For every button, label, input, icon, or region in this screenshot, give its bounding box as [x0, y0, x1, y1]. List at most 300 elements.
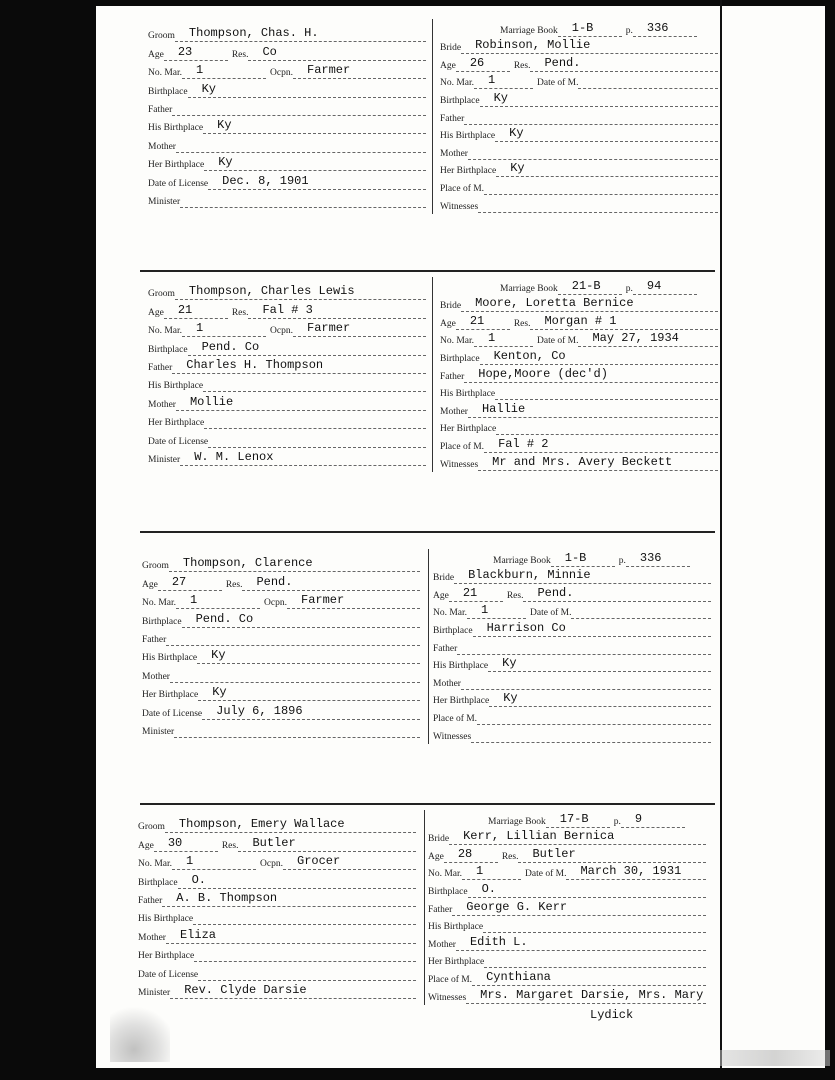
form-row	[148, 134, 426, 152]
form-row	[148, 171, 426, 189]
field-value: Pend. Co	[188, 340, 426, 356]
field-label: Res.	[501, 851, 519, 862]
form-row	[142, 701, 420, 719]
page-edge-line	[720, 0, 722, 1068]
field-label: Date of M.	[537, 78, 579, 89]
form-row	[148, 374, 426, 392]
form-row	[138, 889, 416, 907]
field-label: Her Birthplace	[138, 951, 195, 962]
field-label: No. Mar.	[428, 869, 463, 880]
field-value: Dec. 8, 1901	[208, 174, 426, 190]
form-row	[138, 815, 416, 833]
form-row	[440, 107, 718, 125]
form-row	[138, 962, 416, 980]
form-row	[148, 98, 426, 116]
field-value: Ky	[496, 161, 718, 177]
field-value	[571, 603, 711, 619]
field-label: p.	[613, 816, 621, 827]
form-row	[428, 986, 706, 1004]
field-value: Edith L.	[456, 935, 706, 951]
field-value: Rev. Clyde Darsie	[170, 983, 416, 999]
form-row	[428, 880, 706, 898]
field-value: Ky	[197, 648, 420, 664]
field-label: Place of M.	[433, 713, 478, 724]
field-label: No. Mar.	[148, 326, 183, 337]
field-value: Grocer	[283, 854, 416, 870]
field-label: Age	[428, 851, 444, 862]
field-value	[478, 197, 718, 213]
form-row	[142, 609, 420, 627]
field-value: 1-B	[558, 21, 622, 37]
form-row	[138, 870, 416, 888]
field-label: Date of M.	[525, 869, 567, 880]
field-value: Ky	[204, 155, 426, 171]
form-row	[433, 707, 711, 725]
field-label: Birthplace	[138, 877, 178, 888]
field-value	[170, 667, 420, 683]
form-row	[148, 190, 426, 208]
field-value: Mrs. Margaret Darsie, Mrs. Mary	[466, 988, 706, 1004]
field-value: Thompson, Chas. H.	[175, 26, 426, 42]
form-row	[138, 944, 416, 962]
field-label: Marriage Book	[488, 816, 546, 827]
field-value	[174, 722, 420, 738]
field-value: Pend. Co	[182, 612, 420, 628]
bride-section	[440, 277, 718, 471]
field-value: O.	[178, 873, 416, 889]
field-label: Res.	[221, 840, 239, 851]
field-label: No. Mar.	[433, 608, 468, 619]
form-row	[433, 602, 711, 620]
form-row	[148, 153, 426, 171]
bride-section	[433, 549, 711, 743]
field-value: W. M. Lenox	[180, 450, 426, 466]
field-value: 26	[456, 56, 510, 72]
form-row	[148, 337, 426, 355]
field-value: 9	[621, 812, 685, 828]
form-row	[433, 672, 711, 690]
field-value	[203, 376, 426, 392]
form-row	[428, 828, 706, 846]
field-value: Kerr, Lillian Bernica	[449, 829, 706, 845]
field-label: Res.	[513, 60, 531, 71]
form-row	[148, 392, 426, 410]
form-row	[138, 907, 416, 925]
field-value: Mr and Mrs. Avery Beckett	[478, 455, 718, 471]
form-row	[142, 628, 420, 646]
field-label: His Birthplace	[142, 653, 198, 664]
form-row	[148, 61, 426, 79]
form-row	[440, 89, 718, 107]
form-row	[428, 810, 706, 828]
field-value: Ky	[489, 691, 711, 707]
form-row	[440, 383, 718, 401]
field-value	[496, 419, 718, 435]
field-value	[172, 100, 426, 116]
field-value: A. B. Thompson	[162, 891, 416, 907]
field-label: Marriage Book	[493, 555, 551, 566]
form-row	[440, 330, 718, 348]
field-label: Birthplace	[440, 353, 480, 364]
field-value: Cynthiana	[472, 970, 706, 986]
field-value: Blackburn, Minnie	[454, 568, 711, 584]
form-row	[433, 567, 711, 585]
form-row	[142, 683, 420, 701]
form-row	[440, 177, 718, 195]
record-separator	[140, 803, 715, 805]
field-value	[208, 432, 426, 448]
form-row	[440, 125, 718, 143]
field-value	[166, 630, 420, 646]
field-label: Age	[433, 590, 449, 601]
field-label: Mother	[433, 678, 461, 689]
field-value: 21-B	[558, 279, 622, 295]
field-label: His Birthplace	[440, 131, 496, 142]
form-row	[440, 195, 718, 213]
field-label: Birthplace	[433, 625, 473, 636]
field-value: 1	[172, 854, 256, 870]
field-value: Farmer	[293, 63, 426, 79]
field-value: 336	[626, 551, 690, 567]
field-label: Mother	[142, 671, 170, 682]
form-row	[433, 584, 711, 602]
form-row	[148, 24, 426, 42]
bride-section	[428, 810, 706, 1004]
field-value: 27	[158, 575, 222, 591]
field-label: Date of License	[142, 708, 203, 719]
form-row	[440, 435, 718, 453]
field-value: 28	[444, 847, 498, 863]
form-row	[148, 356, 426, 374]
field-label: Witnesses	[428, 992, 467, 1003]
field-label: Date of License	[148, 436, 209, 447]
form-row	[440, 295, 718, 313]
field-value: 21	[164, 303, 228, 319]
form-row	[148, 79, 426, 97]
form-row	[138, 833, 416, 851]
form-row	[440, 19, 718, 37]
groom-section	[148, 24, 426, 208]
field-label: His Birthplace	[148, 381, 204, 392]
form-row	[433, 637, 711, 655]
field-label: Age	[142, 579, 158, 590]
field-label: Res.	[231, 307, 249, 318]
field-value: Morgan # 1	[530, 314, 718, 330]
field-label: Father	[440, 113, 465, 124]
groom-section	[148, 282, 426, 466]
field-label: Bride	[440, 301, 462, 312]
field-label: Witnesses	[440, 201, 479, 212]
field-value: Ky	[488, 656, 711, 672]
field-label: p.	[625, 25, 633, 36]
field-value: March 30, 1931	[566, 864, 706, 880]
field-label: Her Birthplace	[433, 696, 490, 707]
field-label: Birthplace	[142, 616, 182, 627]
field-label: Mother	[138, 932, 166, 943]
field-value: George G. Kerr	[452, 900, 706, 916]
field-value: 1	[182, 321, 266, 337]
field-label: Minister	[148, 454, 181, 465]
field-value	[578, 73, 718, 89]
field-value: Co	[248, 45, 426, 61]
field-value: 1	[474, 331, 533, 347]
witnesses-continuation: Lydick	[590, 1008, 634, 1022]
field-label: Father	[148, 362, 173, 373]
scan-noise	[720, 1050, 830, 1066]
field-value: Butler	[238, 836, 416, 852]
groom-section	[138, 815, 416, 999]
field-label: Groom	[148, 289, 175, 300]
field-value: Pend.	[530, 56, 718, 72]
field-value: 1	[462, 864, 521, 880]
field-value	[464, 109, 718, 125]
field-value: Mollie	[176, 395, 426, 411]
field-label: Ocpn.	[270, 68, 293, 79]
field-value: Ky	[480, 91, 718, 107]
field-label: Groom	[142, 561, 169, 572]
column-divider	[432, 19, 433, 214]
form-row	[440, 54, 718, 72]
form-row	[440, 312, 718, 330]
field-label: Bride	[440, 43, 462, 54]
field-value: Thompson, Charles Lewis	[175, 284, 426, 300]
form-row	[428, 951, 706, 969]
form-row	[440, 160, 718, 178]
form-row	[440, 37, 718, 55]
field-label: His Birthplace	[440, 389, 496, 400]
form-row	[440, 400, 718, 418]
field-label: Age	[440, 318, 456, 329]
field-value: O.	[468, 882, 706, 898]
form-row	[433, 655, 711, 673]
field-label: Mother	[148, 141, 176, 152]
column-divider	[424, 810, 425, 1005]
field-label: Marriage Book	[500, 283, 558, 294]
field-label: p.	[625, 283, 633, 294]
form-row	[428, 845, 706, 863]
field-label: Her Birthplace	[440, 424, 497, 435]
field-value: 1-B	[551, 551, 615, 567]
form-row	[148, 300, 426, 318]
form-row	[440, 347, 718, 365]
field-label: His Birthplace	[428, 922, 484, 933]
field-label: Witnesses	[433, 731, 472, 742]
field-label: No. Mar.	[142, 598, 177, 609]
field-label: Minister	[142, 726, 175, 737]
field-label: Age	[440, 60, 456, 71]
field-value: 21	[456, 314, 510, 330]
field-label: Birthplace	[428, 886, 468, 897]
field-label: Mother	[440, 148, 468, 159]
form-row	[142, 646, 420, 664]
form-row	[148, 282, 426, 300]
field-value	[471, 727, 711, 743]
form-row	[440, 72, 718, 90]
field-value	[180, 192, 426, 208]
field-value: 17-B	[546, 812, 610, 828]
field-label: Place of M.	[440, 441, 485, 452]
field-value: Ky	[495, 126, 718, 142]
field-value: Kenton, Co	[480, 349, 718, 365]
field-value	[483, 917, 706, 933]
field-label: His Birthplace	[138, 914, 194, 925]
field-label: Minister	[138, 987, 171, 998]
field-value: 336	[633, 21, 697, 37]
field-label: Her Birthplace	[440, 166, 497, 177]
record-separator	[140, 270, 715, 272]
field-value: Ky	[188, 82, 426, 98]
form-row	[433, 690, 711, 708]
field-value	[477, 709, 711, 725]
field-label: Ocpn.	[270, 326, 293, 337]
field-value: 23	[164, 45, 228, 61]
field-value	[461, 674, 711, 690]
form-row	[148, 116, 426, 134]
form-row	[440, 365, 718, 383]
field-value	[198, 965, 416, 981]
field-value: Hope,Moore (dec'd)	[464, 367, 718, 383]
field-label: Ocpn.	[260, 859, 283, 870]
field-label: Groom	[138, 822, 165, 833]
field-label: Marriage Book	[500, 25, 558, 36]
bride-section	[440, 19, 718, 213]
field-label: Res.	[225, 579, 243, 590]
field-label: Her Birthplace	[142, 690, 199, 701]
column-divider	[428, 549, 429, 744]
form-row	[433, 549, 711, 567]
field-label: Minister	[148, 196, 181, 207]
field-value: Charles H. Thompson	[172, 358, 426, 374]
field-value: Fal # 3	[248, 303, 426, 319]
field-value	[484, 952, 706, 968]
field-label: Her Birthplace	[428, 957, 485, 968]
field-label: Age	[148, 49, 164, 60]
field-value: Hallie	[468, 402, 718, 418]
form-row	[428, 933, 706, 951]
field-label: His Birthplace	[148, 123, 204, 134]
form-row	[148, 429, 426, 447]
form-row	[148, 448, 426, 466]
field-value: 1	[176, 593, 260, 609]
form-row	[428, 898, 706, 916]
field-label: Date of M.	[530, 608, 572, 619]
field-value: Fal # 2	[484, 437, 718, 453]
field-value: Ky	[203, 118, 426, 134]
form-row	[428, 863, 706, 881]
form-row	[142, 720, 420, 738]
field-label: Father	[138, 895, 163, 906]
field-label: No. Mar.	[440, 78, 475, 89]
form-row	[440, 277, 718, 295]
form-row	[440, 453, 718, 471]
form-row	[138, 852, 416, 870]
field-label: Age	[148, 307, 164, 318]
field-value: 94	[633, 279, 697, 295]
field-label: Witnesses	[440, 459, 479, 470]
field-label: Mother	[428, 939, 456, 950]
field-value	[495, 384, 718, 400]
field-value: Pend.	[242, 575, 420, 591]
field-label: Mother	[148, 399, 176, 410]
form-row	[142, 664, 420, 682]
form-row	[433, 725, 711, 743]
field-label: Father	[428, 904, 453, 915]
field-value: 1	[474, 73, 533, 89]
field-label: Age	[138, 840, 154, 851]
form-row	[138, 981, 416, 999]
form-row	[148, 411, 426, 429]
field-label: Place of M.	[440, 183, 485, 194]
form-row	[428, 916, 706, 934]
field-label: Birthplace	[148, 344, 188, 355]
field-label: Res.	[513, 318, 531, 329]
scan-noise	[110, 1000, 170, 1062]
field-label: No. Mar.	[148, 68, 183, 79]
field-label: p.	[618, 555, 626, 566]
field-value: 21	[449, 586, 503, 602]
field-label: Bride	[428, 834, 450, 845]
form-row	[142, 572, 420, 590]
form-row	[138, 925, 416, 943]
field-label: Date of License	[138, 969, 199, 980]
field-label: Father	[433, 643, 458, 654]
field-value	[204, 413, 426, 429]
field-value: Ky	[198, 685, 420, 701]
form-row	[440, 418, 718, 436]
field-value: Thompson, Emery Wallace	[165, 817, 416, 833]
field-label: Groom	[148, 31, 175, 42]
field-value: 1	[182, 63, 266, 79]
field-label: Res.	[231, 49, 249, 60]
field-value	[457, 639, 711, 655]
field-value: Thompson, Clarence	[169, 556, 420, 572]
field-value: Farmer	[287, 593, 420, 609]
groom-section	[142, 554, 420, 738]
field-label: His Birthplace	[433, 661, 489, 672]
record-separator	[140, 531, 715, 533]
field-value: 30	[154, 836, 218, 852]
field-label: No. Mar.	[440, 336, 475, 347]
field-label: Her Birthplace	[148, 418, 205, 429]
field-label: Father	[142, 634, 167, 645]
field-value	[176, 137, 426, 153]
field-value	[193, 909, 416, 925]
field-label: Father	[440, 371, 465, 382]
field-label: Birthplace	[440, 95, 480, 106]
field-value: Moore, Loretta Bernice	[461, 296, 718, 312]
form-row	[148, 319, 426, 337]
field-label: Birthplace	[148, 86, 188, 97]
field-label: Bride	[433, 573, 455, 584]
form-row	[428, 968, 706, 986]
field-value: July 6, 1896	[202, 704, 420, 720]
field-value: Eliza	[166, 928, 416, 944]
form-row	[440, 142, 718, 160]
field-label: Ocpn.	[264, 598, 287, 609]
form-row	[142, 554, 420, 572]
form-row	[142, 591, 420, 609]
field-value: Farmer	[293, 321, 426, 337]
field-value	[484, 179, 718, 195]
field-label: Res.	[506, 590, 524, 601]
field-value	[468, 144, 718, 160]
column-divider	[432, 277, 433, 472]
field-value: 1	[467, 603, 526, 619]
field-value: Pend.	[523, 586, 711, 602]
field-label: Date of M.	[537, 336, 579, 347]
field-label: Her Birthplace	[148, 160, 205, 171]
field-value: Harrison Co	[473, 621, 711, 637]
